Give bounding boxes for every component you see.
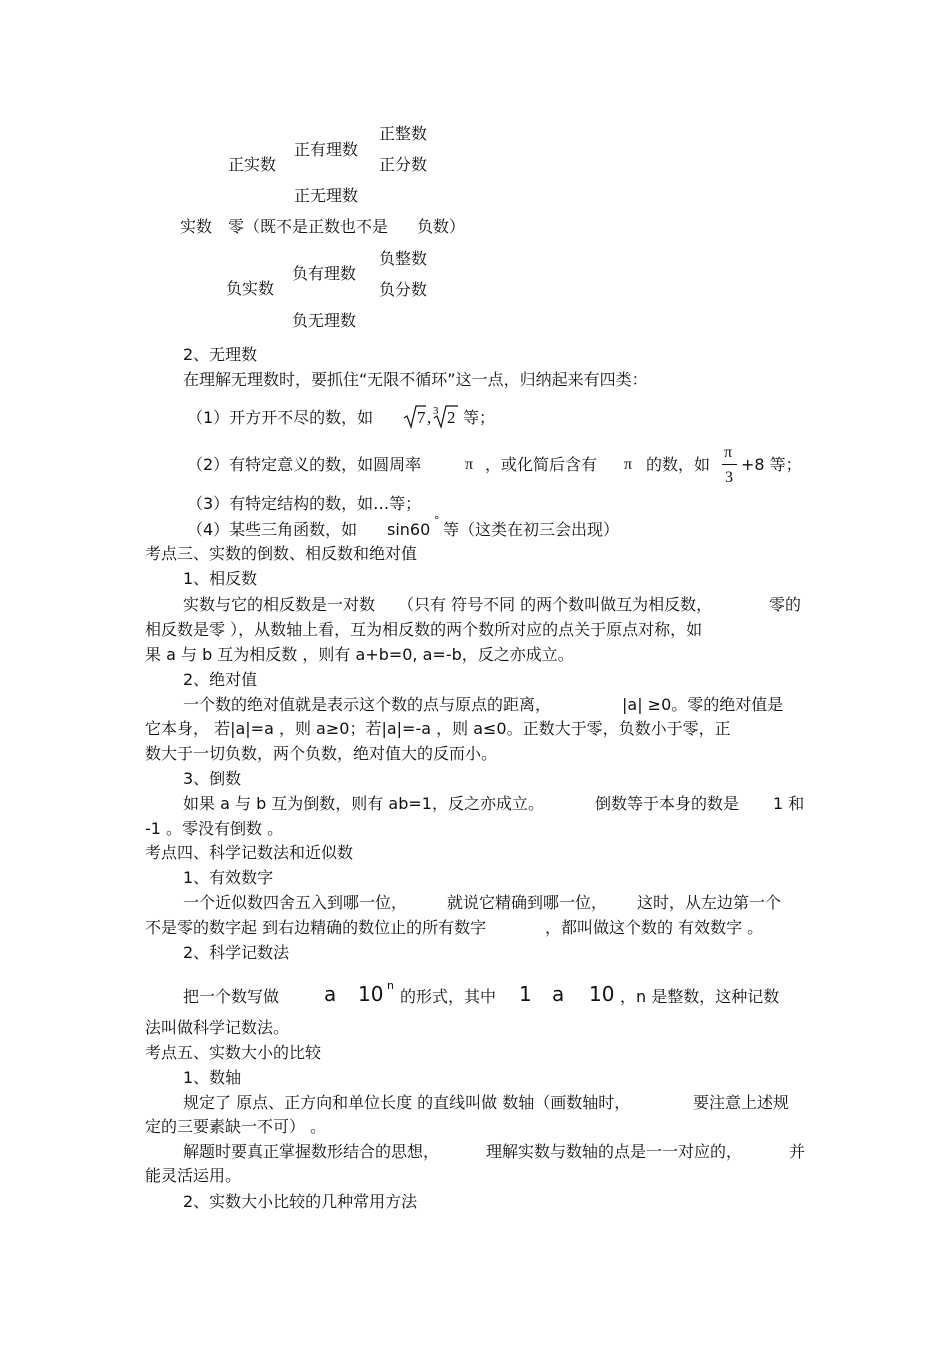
sqrt-comma: ,	[427, 408, 432, 427]
sigfig-line1-c: 这时，从左边第一个	[637, 893, 782, 912]
irrational-item2-end: +8 等；	[741, 455, 802, 474]
opposite-line1-a: 实数与它的相反数是一对数	[183, 595, 376, 614]
section3-sub1: 1、相反数	[183, 569, 258, 588]
reciprocal-line1-a: 如果 a 与 b 互为倒数，则有 ab=1，反之亦成立。	[183, 794, 544, 813]
degree-symbol: °	[434, 514, 440, 527]
label-real: 实数	[180, 217, 213, 236]
sci-a: a	[324, 982, 337, 1006]
section3-sub3: 3、倒数	[183, 769, 242, 788]
label-positive-rational: 正有理数	[294, 140, 359, 159]
reciprocal-line1-c: 1 和	[773, 794, 805, 813]
sci-one: 1	[519, 982, 532, 1006]
irrational-item2-text: （2）有特定意义的数，如圆周率	[187, 455, 422, 474]
section3-sub2: 2、绝对值	[183, 670, 258, 689]
sci-ten: 10	[358, 982, 384, 1006]
irrational-heading: 2、无理数	[183, 345, 258, 364]
opposite-line2: 相反数是零 ），从数轴上看，互为相反数的两个数所对应的点关于原点对称，如	[145, 620, 703, 639]
label-negatives: 负数）	[417, 217, 466, 236]
irrational-item2-mid1: ，或化简后含有	[485, 455, 598, 474]
sin60-text: sin60	[387, 520, 431, 539]
irrational-item1-text: （1）开方开不尽的数，如	[187, 408, 374, 427]
label-zero: 零（既不是正数也不是	[228, 217, 389, 236]
numberline-line2: 定的三要素缺一不可） 。	[145, 1117, 327, 1136]
label-negative-rational: 负有理数	[292, 264, 357, 283]
sci-line1-post: ，n 是整数，这种记数	[620, 987, 780, 1006]
irrational-item3: （3）有特定结构的数，如…等；	[187, 494, 422, 513]
numberline-p2-line1-b: 理解实数与数轴的点是一一对应的，	[486, 1142, 743, 1161]
cube-root-index: 3	[433, 405, 439, 417]
sigfig-line2-b: ，都叫做这个数的 有效数字 。	[545, 918, 764, 937]
sci-exponent-n: n	[387, 979, 394, 992]
fraction-denominator: 3	[725, 469, 733, 486]
sigfig-line1-b: 就说它精确到哪一位，	[447, 893, 608, 912]
opposite-line1-c: 零的	[769, 595, 802, 614]
sqrt7-radicand: 7	[417, 408, 426, 427]
irrational-intro: 在理解无理数时，要抓住“无限不循环”这一点，归纳起来有四类：	[183, 370, 648, 389]
absolute-line2: 它本身， 若|a|=a ，则 a≥0；若|a|=-a ，则 a≤0。正数大于零，负数小于零，正	[145, 719, 731, 738]
pi-symbol: π	[465, 456, 474, 473]
absolute-line1-a: 一个数的绝对值就是表示这个数的点与原点的距离，	[183, 695, 552, 714]
sci-a2: a	[552, 982, 565, 1006]
section5-sub2: 2、实数大小比较的几种常用方法	[183, 1192, 418, 1211]
numberline-p2-line1-c: 并	[789, 1142, 806, 1161]
irrational-item2-mid2: 的数，如	[646, 455, 711, 474]
sci-ten2: 10	[589, 982, 615, 1006]
sci-line2: 法叫做科学记数法。	[145, 1018, 290, 1037]
label-positive-fraction: 正分数	[379, 155, 428, 174]
section4-heading: 考点四、科学记数法和近似数	[145, 843, 354, 862]
numberline-line1-b: 要注意上述规	[693, 1093, 790, 1112]
sigfig-line1-a: 一个近似数四舍五入到哪一位，	[183, 893, 408, 912]
cbrt2-radicand: 2	[447, 408, 456, 427]
section3-heading: 考点三、实数的倒数、相反数和绝对值	[145, 544, 418, 563]
pi-symbol-2: π	[624, 456, 633, 473]
reciprocal-line1-b: 倒数等于本身的数是	[595, 794, 740, 813]
numberline-line1-a: 规定了 原点、正方向和单位长度 的直线叫做 数轴（画数轴时，	[183, 1093, 631, 1112]
label-positive-real: 正实数	[228, 155, 277, 174]
label-negative-real: 负实数	[226, 279, 275, 298]
irrational-item4-text: （4）某些三角函数，如	[187, 520, 358, 539]
absolute-line3: 数大于一切负数，两个负数，绝对值大的反而小。	[145, 744, 498, 763]
label-positive-integer: 正整数	[379, 124, 428, 143]
sci-line1-pre: 把一个数写做	[183, 987, 280, 1006]
numberline-p2-line2: 能灵活运用。	[145, 1166, 242, 1185]
label-negative-irrational: 负无理数	[292, 311, 357, 330]
opposite-line3: 果 a 与 b 互为相反数 ，则有 a+b=0, a=-b，反之亦成立。	[145, 645, 574, 664]
section5-sub1: 1、数轴	[183, 1068, 242, 1087]
label-positive-irrational: 正无理数	[294, 186, 359, 205]
opposite-line1-b: （只有 符号不同 的两个数叫做互为相反数，	[398, 595, 713, 614]
absolute-line1-b: |a| ≥0。零的绝对值是	[622, 695, 784, 714]
irrational-item4-end: 等（这类在初三会出现）	[443, 520, 620, 539]
section5-heading: 考点五、实数大小的比较	[145, 1043, 322, 1062]
label-negative-integer: 负整数	[379, 249, 428, 268]
fraction-numerator: π	[724, 444, 733, 461]
reciprocal-line2: -1 。零没有倒数 。	[145, 819, 284, 838]
section4-sub2: 2、科学记数法	[183, 943, 290, 962]
label-negative-fraction: 负分数	[379, 280, 428, 299]
numberline-p2-line1-a: 解题时要真正掌握数形结合的思想，	[183, 1142, 440, 1161]
fraction-bar	[722, 464, 737, 465]
irrational-item1-end: 等；	[463, 408, 496, 427]
sigfig-line2-a: 不是零的数字起 到右边精确的数位止的所有数字	[145, 918, 487, 937]
sci-line1-mid: 的形式，其中	[400, 987, 497, 1006]
section4-sub1: 1、有效数字	[183, 868, 274, 887]
